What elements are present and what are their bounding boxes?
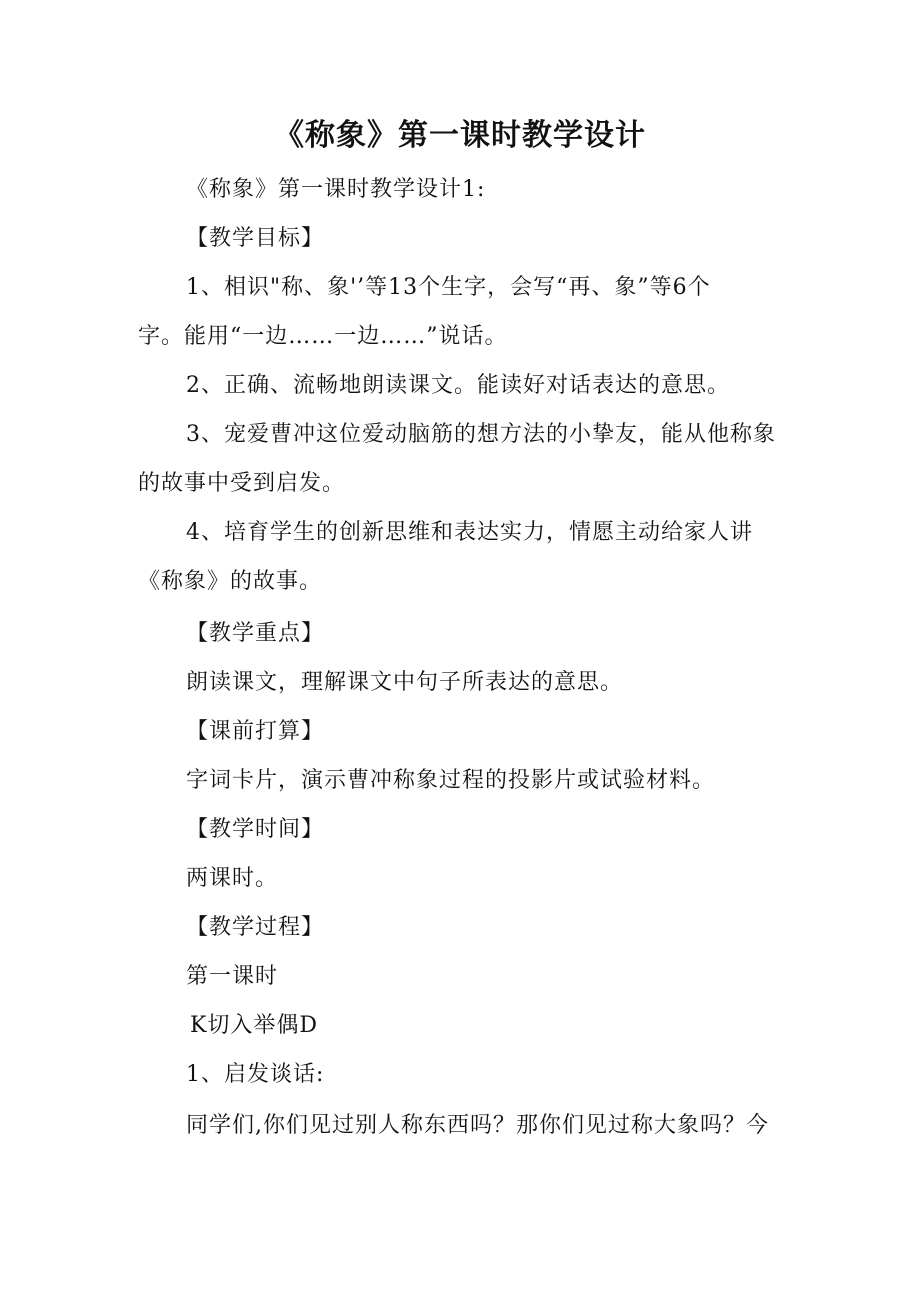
section-heading-preparation: 【课前打算】 xyxy=(186,719,325,744)
step-1: 1、启发谈话: xyxy=(186,1062,325,1087)
objective-4-line2: 《称象》的故事。 xyxy=(138,569,323,594)
step-1-text: 同学们,你们见过别人称东西吗？那你们见过称大象吗？今 xyxy=(186,1113,769,1138)
objective-1-line2: 字。能用“一边……一边……”说话。 xyxy=(138,324,508,349)
time-text: 两课时。 xyxy=(186,866,279,891)
preparation-text: 字词卡片，演示曹冲称象过程的投影片或试验材料。 xyxy=(186,768,716,793)
key-points-text: 朗读课文，理解课文中句子所表达的意思。 xyxy=(186,670,624,695)
subtitle: 《称象》第一课时教学设计1: xyxy=(186,177,486,202)
intro-label: K切入举偶D xyxy=(190,1013,319,1038)
objective-3-line2: 的故事中受到启发。 xyxy=(138,471,346,496)
objective-2: 2、正确、流畅地朗读课文。能读好对话表达的意思。 xyxy=(186,373,730,398)
section-heading-process: 【教学过程】 xyxy=(186,915,325,940)
section-heading-key-points: 【教学重点】 xyxy=(186,621,325,646)
objective-1-line1: 1、相识"称、象'’等13个生字，会写“再、象”等6个 xyxy=(186,275,711,300)
objective-3-line1: 3、宠爱曹冲这位爱动脑筋的想方法的小挚友，能从他称象 xyxy=(186,422,776,447)
document-title: 《称象》第一课时教学设计 xyxy=(274,118,646,153)
section-heading-time: 【教学时间】 xyxy=(186,817,325,842)
section-heading-objectives: 【教学目标】 xyxy=(186,226,325,251)
lesson-label: 第一课时 xyxy=(186,964,279,989)
objective-4-line1: 4、培育学生的创新思维和表达实力，情愿主动给家人讲 xyxy=(186,520,753,545)
